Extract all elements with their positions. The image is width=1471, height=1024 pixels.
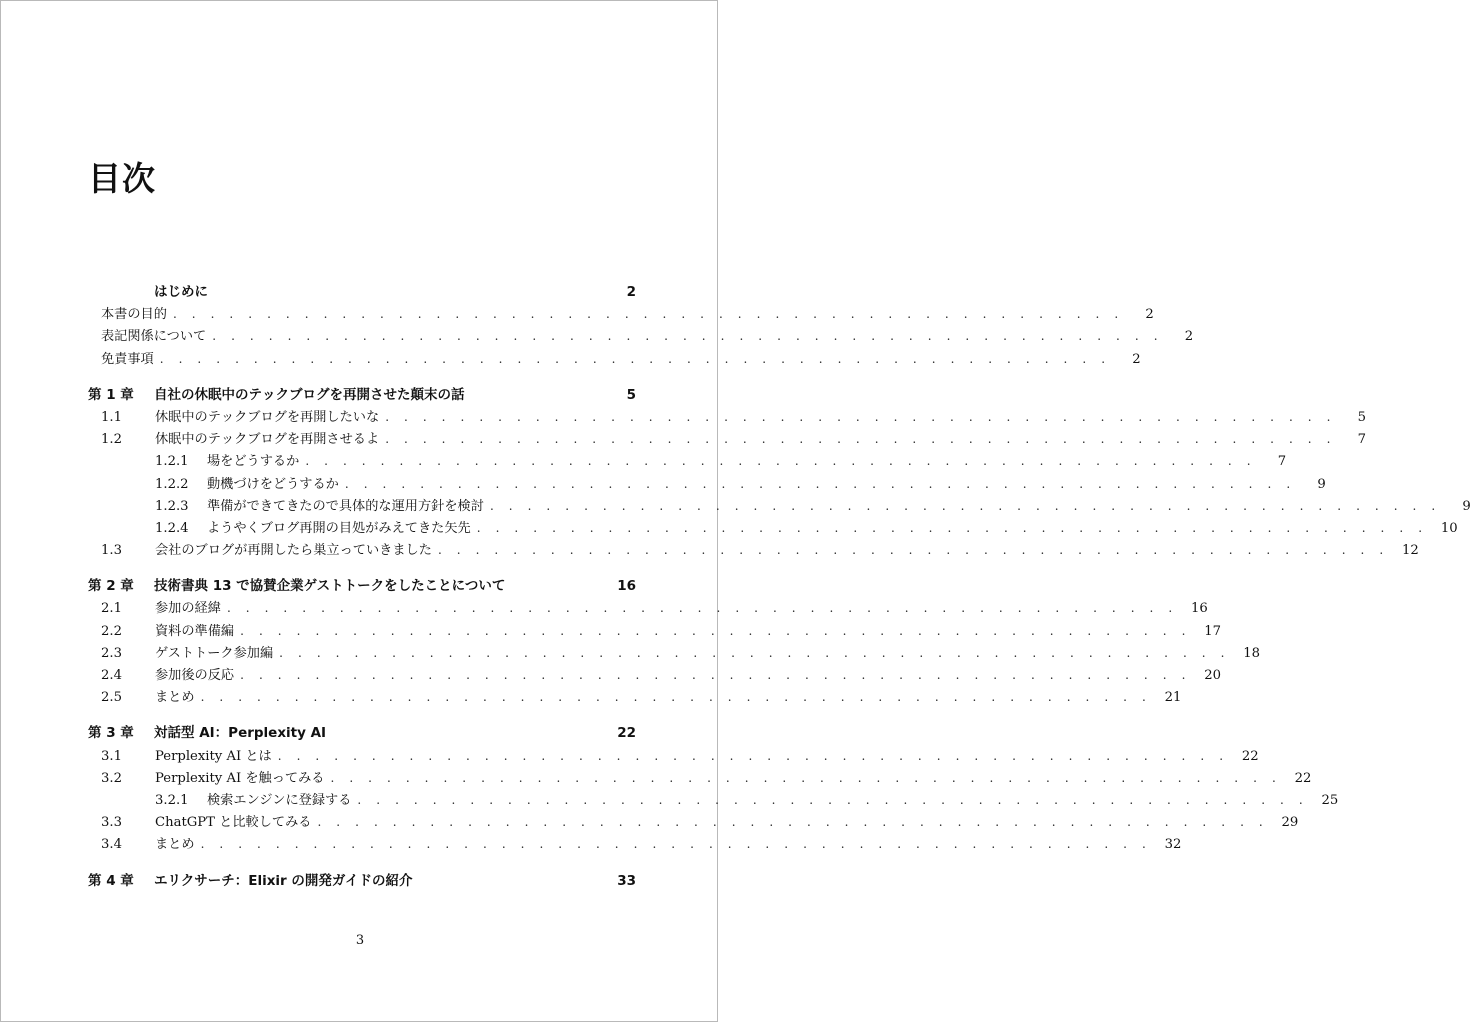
- toc-entry-title: エリクサーチ：Elixir の開発ガイドの紹介: [154, 872, 413, 889]
- toc-entry[interactable]: [88, 517, 1458, 539]
- toc-entry-title: 資料の準備編: [155, 623, 235, 639]
- dot-leader: . . . . . . . . . . . . . . . . . . . . . . . . . . . . . . . . . . . . . . . . . . . . . . . . . . .: [437, 543, 1389, 558]
- dot-leader: . . . . . . . . . . . . . . . . . . . . . . . . . . . . . . . . . . . . . . . . . . . . . . . . . . .: [476, 520, 1428, 535]
- toc-entry-title: 準備ができてきたので具体的な運用方針を検討: [207, 498, 484, 514]
- toc-entry-page: 9: [1317, 476, 1326, 492]
- toc-entry[interactable]: [88, 664, 1221, 686]
- toc-entry-number: 1.1: [101, 409, 122, 425]
- toc-section: [88, 384, 1471, 562]
- toc-entry-page: 18: [1243, 645, 1261, 661]
- toc-entry[interactable]: [88, 303, 1154, 325]
- toc-entry-page: 22: [1294, 770, 1312, 786]
- toc-entry[interactable]: [88, 406, 1367, 428]
- toc-entry[interactable]: [88, 789, 1339, 811]
- toc-entry-title: Perplexity AI とは: [155, 748, 272, 764]
- toc-entry-title: 検索エンジンに登録する: [207, 792, 352, 808]
- toc-entry-number: 1.2: [101, 432, 122, 448]
- toc-entry[interactable]: [88, 450, 1287, 472]
- toc-entry[interactable]: [88, 539, 1419, 561]
- toc-entry[interactable]: [88, 642, 1261, 664]
- toc-entry[interactable]: [88, 428, 1367, 450]
- page-title: 目次: [88, 159, 156, 198]
- toc-entry-title: ゲストトーク参加編: [155, 645, 274, 661]
- toc-entry-page: 32: [1164, 837, 1182, 853]
- toc-entry-number: 3.2.1: [155, 792, 189, 808]
- toc-entry-title: 休眠中のテックブログを再開させるよ: [155, 432, 380, 448]
- toc-section: [88, 281, 1194, 370]
- toc-entry-number: 2.2: [101, 623, 122, 639]
- toc-entry[interactable]: [88, 325, 1194, 347]
- toc-entry-title: ChatGPT と比較してみる: [155, 815, 312, 831]
- toc-entry-page: 17: [1204, 623, 1221, 639]
- toc-entry[interactable]: [88, 473, 1326, 495]
- toc-entry-number: 3.2: [101, 770, 122, 786]
- toc-entry-number: 3.1: [101, 748, 122, 764]
- dot-leader: . . . . . . . . . . . . . . . . . . . . . . . . . . . . . . . . . . . . . . . . . . . . . . . . . . .: [200, 690, 1152, 705]
- dot-leader: . . . . . . . . . . . . . . . . . . . . . . . . . . . . . . . . . . . . . . . . . . . . . . . . . . .: [226, 601, 1178, 616]
- toc-entry[interactable]: [88, 767, 1312, 789]
- toc-entry-title: 自社の休眠中のテックブログを再開させた顛末の話: [154, 386, 465, 403]
- toc-entry-number: 2.3: [101, 645, 122, 661]
- toc-entry[interactable]: [88, 811, 1299, 833]
- toc-entry-page: 2: [1132, 351, 1141, 367]
- toc-entry-page: 10: [1440, 520, 1458, 536]
- toc-entry-page: 22: [1241, 748, 1259, 764]
- toc-entry-page: 2: [1145, 307, 1154, 323]
- toc-entry-number: 第 1 章: [88, 386, 134, 403]
- toc-entry-number: 1.3: [101, 543, 122, 559]
- toc-entry-page: 7: [1277, 454, 1287, 470]
- toc-entry-page: 25: [1321, 792, 1339, 808]
- toc-entry-title: 動機づけをどうするか: [207, 476, 339, 492]
- toc-entry-number: 1.2.4: [155, 520, 189, 536]
- toc-entry-title: 休眠中のテックブログを再開したいな: [155, 409, 380, 425]
- dot-leader: . . . . . . . . . . . . . . . . . . . . . . . . . . . . . . . . . . . . . . . . . . . . . . . . . . .: [344, 476, 1296, 491]
- toc-entry-title: Perplexity AI を触ってみる: [155, 770, 325, 786]
- toc-entry-page: 5: [626, 386, 636, 403]
- toc-entry-number: 第 4 章: [88, 872, 134, 889]
- dot-leader: . . . . . . . . . . . . . . . . . . . . . . . . . . . . . . . . . . . . . . . . . . . . . . . . . . .: [277, 748, 1229, 763]
- toc-section: [88, 722, 1339, 855]
- toc-entry-page: 22: [617, 725, 636, 742]
- toc-entry-page: 5: [1357, 409, 1367, 425]
- toc-entry-number: 1.2.3: [155, 498, 189, 514]
- toc-entry-title: 本書の目的: [101, 307, 167, 323]
- dot-leader: . . . . . . . . . . . . . . . . . . . . . . . . . . . . . . . . . . . . . . . . . . . . . . . . . . .: [200, 837, 1152, 852]
- toc-entry-number: 2.5: [101, 690, 122, 706]
- toc-entry[interactable]: [88, 495, 1471, 517]
- toc-entry-page: 16: [617, 578, 636, 595]
- toc-entry-page: 21: [1164, 690, 1182, 706]
- toc-entry-title: 場をどうするか: [207, 454, 300, 470]
- toc-entry-page: 9: [1462, 498, 1471, 514]
- dot-leader: . . . . . . . . . . . . . . . . . . . . . . . . . . . . . . . . . . . . . . . . . . . . . . . . . . .: [305, 454, 1257, 469]
- dot-leader: . . . . . . . . . . . . . . . . . . . . . . . . . . . . . . . . . . . . . . . . . . . . . . . . . . .: [317, 815, 1269, 830]
- toc-entry-page: 2: [1184, 329, 1194, 345]
- toc-entry-page: 33: [617, 872, 636, 889]
- toc-section: [88, 575, 1261, 708]
- toc-entry-title: まとめ: [155, 837, 195, 853]
- toc-entry[interactable]: [88, 348, 1141, 370]
- dot-leader: . . . . . . . . . . . . . . . . . . . . . . . . . . . . . . . . . . . . . . . . . . . . . . . . . . .: [330, 770, 1282, 785]
- toc-entry-title: 免責事項: [101, 351, 154, 367]
- toc-entry[interactable]: [88, 833, 1182, 855]
- dot-leader: . . . . . . . . . . . . . . . . . . . . . . . . . . . . . . . . . . . . . . . . . . . . . . . . . . .: [159, 351, 1111, 366]
- dot-leader: . . . . . . . . . . . . . . . . . . . . . . . . . . . . . . . . . . . . . . . . . . . . . . . . . . .: [279, 645, 1231, 660]
- dot-leader: . . . . . . . . . . . . . . . . . . . . . . . . . . . . . . . . . . . . . . . . . . . . . . . . . . .: [212, 329, 1164, 344]
- toc-entry-title: 参加後の反応: [155, 668, 235, 683]
- toc-entry-page: 16: [1191, 601, 1208, 617]
- toc-entry-title: 会社のブログが再開したら巣立っていきました: [155, 543, 432, 559]
- toc-entry-title: 対話型 AI：Perplexity AI: [154, 725, 327, 742]
- toc-entry-number: 1.2.2: [155, 476, 189, 492]
- toc-entry-number: 2.1: [101, 601, 122, 617]
- toc-entry[interactable]: [88, 597, 1208, 619]
- dot-leader: . . . . . . . . . . . . . . . . . . . . . . . . . . . . . . . . . . . . . . . . . . . . . . . . . . .: [240, 623, 1191, 638]
- toc-entry-number: 第 3 章: [88, 725, 134, 742]
- toc-entry-number: 3.3: [101, 815, 122, 831]
- toc-entry-title: 参加の経緯: [155, 601, 221, 617]
- toc-chapter-entry[interactable]: [88, 870, 636, 892]
- table-of-contents: [88, 281, 1471, 906]
- dot-leader: . . . . . . . . . . . . . . . . . . . . . . . . . . . . . . . . . . . . . . . . . . . . . . . . . . .: [489, 498, 1441, 513]
- toc-entry-page: 20: [1204, 668, 1221, 683]
- toc-entry[interactable]: [88, 620, 1221, 642]
- toc-entry-title: 表記関係について: [101, 329, 207, 345]
- dot-leader: . . . . . . . . . . . . . . . . . . . . . . . . . . . . . . . . . . . . . . . . . . . . . . . . . . .: [240, 668, 1191, 682]
- toc-entry-number: 2.4: [101, 668, 122, 683]
- page-number: 3: [355, 933, 365, 948]
- dot-leader: . . . . . . . . . . . . . . . . . . . . . . . . . . . . . . . . . . . . . . . . . . . . . . . . . . .: [172, 307, 1124, 322]
- toc-entry-number: 1.2.1: [155, 454, 189, 470]
- toc-entry-page: 7: [1357, 432, 1367, 448]
- toc-chapter-entry[interactable]: [88, 384, 636, 406]
- toc-entry-number: 3.4: [101, 837, 122, 853]
- toc-section: [88, 870, 636, 892]
- dot-leader: . . . . . . . . . . . . . . . . . . . . . . . . . . . . . . . . . . . . . . . . . . . . . . . . . . .: [357, 792, 1309, 807]
- toc-entry-page: 2: [626, 284, 636, 300]
- toc-entry-title: ようやくブログ再開の目処がみえてきた矢先: [207, 520, 471, 536]
- toc-chapter-entry[interactable]: [88, 575, 636, 597]
- dot-leader: . . . . . . . . . . . . . . . . . . . . . . . . . . . . . . . . . . . . . . . . . . . . . . . . . . .: [385, 409, 1337, 424]
- toc-entry-title: まとめ: [155, 690, 195, 706]
- dot-leader: . . . . . . . . . . . . . . . . . . . . . . . . . . . . . . . . . . . . . . . . . . . . . . . . . . .: [385, 432, 1337, 447]
- toc-entry-number: 第 2 章: [88, 578, 134, 595]
- toc-entry-page: 29: [1281, 815, 1299, 831]
- toc-entry[interactable]: [88, 745, 1259, 767]
- toc-entry-title: 技術書典 13 で協賛企業ゲストトークをしたことについて: [154, 578, 506, 595]
- toc-entry-page: 12: [1402, 543, 1419, 559]
- toc-entry[interactable]: [88, 686, 1182, 708]
- toc-chapter-entry[interactable]: [88, 722, 636, 744]
- toc-entry-title: はじめに: [154, 284, 208, 300]
- toc-chapter-entry[interactable]: [88, 281, 636, 303]
